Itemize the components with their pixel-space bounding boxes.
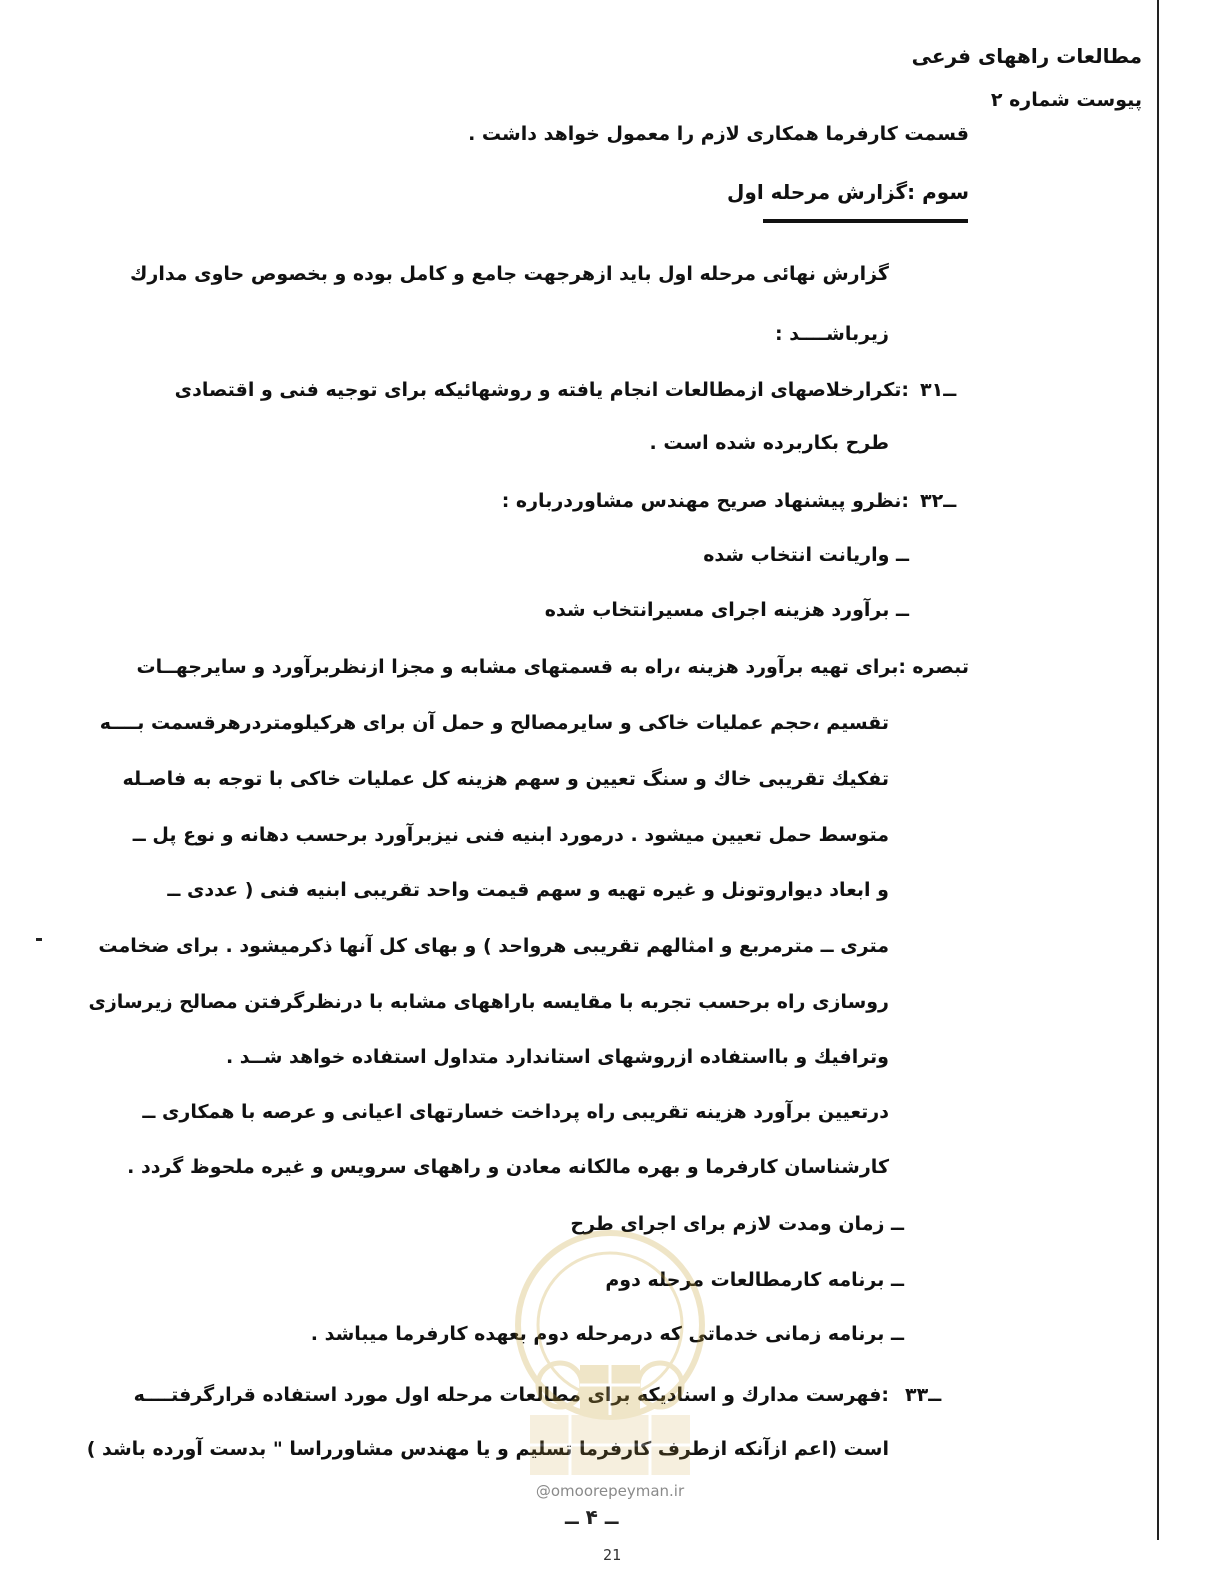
item-text: :نظرو پیشنهاد صریح مهندس مشاوردرباره : — [501, 490, 909, 512]
item-text: است (اعم ازآنکه ازطرف کارفرما تسلیم و یا مهندس مشاورراسا " بدست آورده باشد ) — [86, 1438, 889, 1460]
note-line: تفکیك تقریبی خاك و سنگ تعیین و سهم هزینه کل عملیات خاکی با توجه به فاصـله — [122, 768, 889, 790]
paragraph-line: زیرباشــــد : — [774, 323, 889, 345]
note-line: متوسط حمل تعیین میشود . درمورد ابنیه فنی نیزبرآورد برحسب دهانه و نوع پل ــ — [132, 824, 889, 846]
page-number: 21 — [602, 1546, 622, 1564]
note-line: کارشناسان کارفرما و بهره مالکانه معادن و راههای سرویس و غیره ملحوظ گردد . — [127, 1156, 889, 1178]
paragraph-line: گزارش نهائی مرحله اول باید ازهرجهت جامع و کامل بوده و بخصوص حاوی مدارك — [129, 263, 889, 285]
item-number: ۳ــ۱ — [920, 379, 957, 401]
item-number: ۳ــ۲ — [920, 490, 957, 512]
dash-item: ــ زمان ومدت لازم برای اجرای طرح — [570, 1213, 904, 1235]
heading-underline — [763, 219, 968, 223]
item-text: :فهرست مدارك و اسنادیکه برای مطالعات مرحله اول مورد استفاده قرارگرفتــــه — [133, 1384, 889, 1406]
page-marker: ــ ۴ ــ — [565, 1505, 619, 1529]
note-line: وترافیك و بااستفاده ازروشهای استاندارد متداول استفاده خواهد شــد . — [225, 1046, 889, 1068]
right-margin-rule — [1157, 0, 1159, 1540]
dash-item: ــ برنامه کارمطالعات مرحله دوم — [605, 1269, 904, 1291]
continuation-line: قسمت کارفرما همکاری لازم را معمول خواهد داشت . — [468, 123, 969, 145]
note-line: :برای تهیه برآورد هزینه ،راه به قسمتهای مشابه و مجزا ازنظربرآورد و سایرجهــات — [136, 656, 906, 678]
annex-label: پیوست شماره ۲ — [990, 89, 1142, 111]
section-heading: سوم :گزارش مرحله اول — [727, 180, 969, 204]
note-line: و ابعاد دیواروتونل و غیره تهیه و سهم قیمت واحد تقریبی ابنیه فنی ( عددی ــ — [167, 879, 889, 901]
item-text: :تکرارخلاصهای ازمطالعات انجام یافته و روشهائیکه برای توجیه فنی و اقتصادی — [174, 379, 909, 401]
header-title: مطالعات راههای فرعی — [911, 44, 1142, 68]
watermark-text: @omoorepeyman.ir — [535, 1482, 685, 1500]
dash-item: ــ واریانت انتخاب شده — [703, 544, 909, 566]
dash-item: ــ برنامه زمانی خدماتی که درمرحله دوم بعهده کارفرما میباشد . — [310, 1323, 904, 1345]
item-number: ۳ــ۳ — [905, 1384, 942, 1406]
note-line: تقسیم ،حجم عملیات خاکی و سایرمصالح و حمل آن برای هرکیلومتردرهرقسمت بــــه — [99, 712, 889, 734]
watermark-emblem — [500, 1215, 720, 1495]
note-line: متری ــ مترمربع و امثالهم تقریبی هرواحد ) و بهای کل آنها ذکرمیشود . برای ضخامت — [98, 935, 889, 957]
note-line: روسازی راه برحسب تجربه با مقایسه باراههای مشابه با درنظرگرفتن مصالح زیرسازی — [88, 991, 889, 1013]
dash-item: ــ برآورد هزینه اجرای مسیرانتخاب شده — [544, 599, 909, 621]
note-line: درتعیین برآورد هزینه تقریبی راه پرداخت خسارتهای اعیانی و عرصه با همکاری ــ — [142, 1101, 889, 1123]
note-label: تبصره — [912, 656, 969, 678]
margin-mark — [36, 938, 42, 941]
item-text: طرح بکاربرده شده است . — [649, 432, 889, 454]
